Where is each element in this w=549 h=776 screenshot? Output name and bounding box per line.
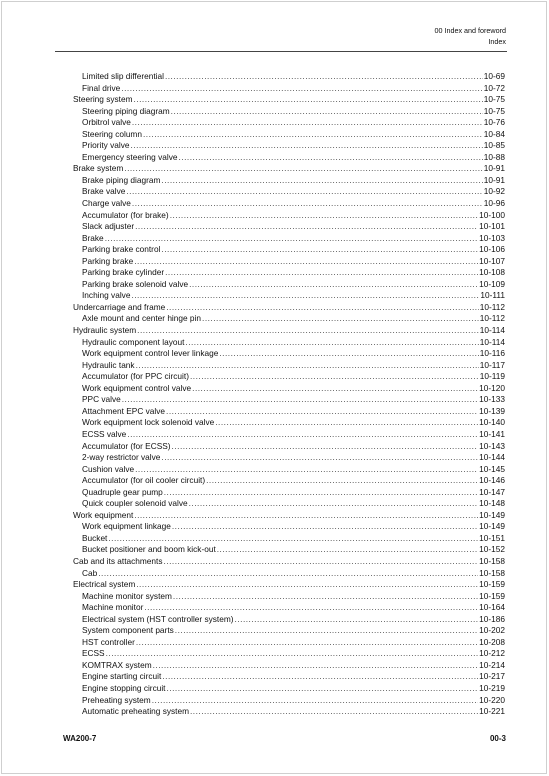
toc-entry-page: 10-219 [479,682,505,693]
toc-entry[interactable] [73,544,505,556]
dot-leader [166,683,478,695]
toc-entry[interactable] [73,348,505,360]
toc-entry-page: 10-158 [479,555,505,566]
toc-entry[interactable] [73,210,505,222]
toc-entry[interactable] [73,510,505,522]
toc-entry-title: Emergency steering valve [82,151,178,162]
dot-leader [173,591,478,603]
dot-leader [98,568,478,580]
toc-entry[interactable] [73,371,505,383]
table-of-contents [73,71,505,718]
toc-entry-page: 10-92 [483,186,505,197]
toc-entry-title: Parking brake solenoid valve [82,278,189,289]
toc-entry[interactable] [73,452,505,464]
footer-model: WA200-7 [63,734,97,743]
dot-leader [206,475,478,487]
footer-page-number: 00-3 [489,734,506,743]
toc-entry-page: 10-145 [479,463,505,474]
dot-leader [143,129,483,141]
toc-entry-title: Attachment EPC valve [82,405,166,416]
toc-entry[interactable] [73,648,505,660]
toc-entry[interactable] [73,163,505,175]
toc-entry-title: PPC valve [82,394,121,405]
toc-entry-title: Work equipment lock solenoid valve [82,417,215,428]
toc-entry[interactable] [73,94,505,106]
dot-leader [135,464,478,476]
toc-entry[interactable] [73,106,505,118]
toc-entry-title: Accumulator (for brake) [82,209,169,220]
dot-leader [192,383,478,395]
toc-entry-title: Axle mount and center hinge pin [82,313,202,324]
toc-entry-title: Steering system [73,94,133,105]
toc-entry-title: Steering column [82,128,142,139]
dot-leader [215,417,478,429]
toc-entry-title: Cab and its attachments [73,555,163,566]
dot-leader [172,521,478,533]
toc-entry-page: 10-117 [479,359,505,370]
dot-leader [124,163,483,175]
toc-entry-page: 10-108 [479,267,505,278]
toc-entry-page: 10-220 [479,694,505,705]
toc-entry[interactable] [73,660,505,672]
dot-leader [135,221,478,233]
toc-entry[interactable] [73,152,505,164]
toc-entry-title: Charge valve [82,198,131,209]
toc-entry[interactable] [73,256,505,268]
toc-entry-page: 10-133 [479,394,505,405]
toc-entry-page: 10-214 [479,659,505,670]
toc-entry-title: Brake [82,232,104,243]
toc-entry[interactable] [73,464,505,476]
toc-entry-page: 10-75 [483,94,505,105]
toc-entry-page: 10-147 [479,486,505,497]
toc-entry-title: Quick coupler solenoid valve [82,498,188,509]
dot-leader [133,94,482,106]
dot-leader [134,256,478,268]
toc-entry-page: 10-88 [483,151,505,162]
dot-leader [170,210,478,222]
toc-entry[interactable] [73,614,505,626]
toc-entry-title: Engine stopping circuit [82,682,166,693]
toc-entry[interactable] [73,417,505,429]
toc-entry-title: Brake piping diagram [82,174,161,185]
toc-entry[interactable] [73,706,505,718]
dot-leader [165,267,478,279]
dot-leader [161,175,482,187]
dot-leader [175,625,478,637]
dot-leader [166,302,479,314]
toc-entry-page: 10-186 [479,613,505,624]
toc-entry-title: Bucket [82,532,108,543]
toc-entry[interactable] [73,175,505,187]
dot-leader [131,140,483,152]
toc-entry[interactable] [73,637,505,649]
toc-entry[interactable] [73,140,505,152]
toc-entry[interactable] [73,267,505,279]
dot-leader [126,186,482,198]
toc-entry-title: ECSS valve [82,428,127,439]
toc-entry-title: ECSS [82,648,105,659]
toc-entry-title: Priority valve [82,140,130,151]
toc-entry[interactable] [73,487,505,499]
toc-entry-page: 10-120 [479,382,505,393]
toc-entry[interactable] [73,671,505,683]
toc-entry-page: 10-151 [479,532,505,543]
toc-entry-title: Parking brake cylinder [82,267,165,278]
dot-leader [217,544,478,556]
toc-entry[interactable] [73,591,505,603]
dot-leader [190,371,479,383]
dot-leader [152,695,478,707]
dot-leader [106,648,479,660]
toc-entry[interactable] [73,337,505,349]
toc-entry-title: Limited slip differential [82,71,164,81]
dot-leader [144,602,478,614]
toc-entry-page: 10-159 [479,579,505,590]
toc-entry-title: System component parts [82,625,174,636]
toc-entry-page: 10-164 [479,602,505,613]
toc-entry-page: 10-103 [479,232,505,243]
toc-entry[interactable] [73,683,505,695]
toc-entry-page: 10-96 [483,198,505,209]
toc-entry[interactable] [73,498,505,510]
dot-leader [132,117,483,129]
toc-entry-page: 10-143 [479,440,505,451]
toc-entry[interactable] [73,244,505,256]
toc-entry-title: 2-way restrictor valve [82,452,161,463]
toc-entry[interactable] [73,360,505,372]
toc-entry-title: Electrical system [73,579,136,590]
toc-entry-title: Work equipment control valve [82,382,192,393]
dot-leader [166,406,478,418]
toc-entry-page: 10-91 [483,163,505,174]
toc-entry-page: 10-158 [479,567,505,578]
dot-leader [161,244,478,256]
toc-entry[interactable] [73,83,505,95]
toc-entry-page: 10-116 [479,348,505,359]
toc-entry[interactable] [73,602,505,614]
toc-entry-page: 10-76 [483,117,505,128]
toc-entry-title: HST controller [82,636,135,647]
toc-entry-title: Inching valve [82,290,131,301]
dot-leader [108,533,478,545]
toc-entry-page: 10-112 [479,301,505,312]
dot-leader [189,279,478,291]
toc-entry-title: Accumulator (for ECSS) [82,440,171,451]
dot-leader [172,441,479,453]
toc-entry-page: 10-75 [483,105,505,116]
dot-leader [132,198,483,210]
toc-entry-title: Work equipment [73,509,134,520]
header-rule [55,51,507,52]
toc-entry[interactable] [73,533,505,545]
toc-entry-title: Preheating system [82,694,151,705]
dot-leader [189,498,479,510]
toc-entry-page: 10-148 [479,498,505,509]
toc-entry-page: 10-100 [479,209,505,220]
toc-entry-page: 10-85 [483,140,505,151]
dot-leader [136,360,479,372]
toc-entry[interactable] [73,325,505,337]
toc-entry-title: Engine starting circuit [82,671,162,682]
toc-entry[interactable] [73,394,505,406]
toc-entry-page: 10-144 [479,452,505,463]
toc-entry-page: 10-146 [479,475,505,486]
dot-leader [131,290,479,302]
toc-entry-page: 10-114 [479,325,505,336]
toc-entry[interactable] [73,406,505,418]
toc-entry-page: 10-212 [479,648,505,659]
toc-entry-title: Quadruple gear pump [82,486,163,497]
toc-entry-title: Slack adjuster [82,221,135,232]
toc-entry[interactable] [73,556,505,568]
dot-leader [137,325,479,337]
toc-entry-title: Parking brake control [82,244,161,255]
toc-entry-page: 10-69 [483,71,505,81]
toc-entry[interactable] [73,579,505,591]
toc-entry-page: 10-217 [479,671,505,682]
toc-entry[interactable] [73,198,505,210]
toc-entry-page: 10-202 [479,625,505,636]
toc-entry[interactable] [73,71,505,83]
toc-entry-title: Hydraulic component layout [82,336,185,347]
toc-entry[interactable] [73,695,505,707]
toc-entry-page: 10-208 [479,636,505,647]
toc-entry[interactable] [73,521,505,533]
toc-entry[interactable] [73,279,505,291]
toc-entry-title: Brake valve [82,186,126,197]
toc-entry-title: Steering piping diagram [82,105,170,116]
toc-entry-page: 10-141 [479,428,505,439]
toc-entry-page: 10-112 [479,313,505,324]
dot-leader [163,556,478,568]
toc-entry-title: Parking brake [82,255,134,266]
dot-leader [153,660,479,672]
toc-entry[interactable] [73,625,505,637]
toc-entry[interactable] [73,221,505,233]
toc-entry[interactable] [73,568,505,580]
toc-entry[interactable] [73,233,505,245]
toc-entry-page: 10-101 [479,221,505,232]
dot-leader [136,637,478,649]
toc-entry-page: 10-149 [479,521,505,532]
toc-entry-title: Electrical system (HST controller system) [82,613,234,624]
toc-entry-page: 10-139 [479,405,505,416]
header-subtitle: Index [488,37,506,46]
toc-entry-page: 10-91 [483,174,505,185]
toc-entry-title: Final drive [82,82,121,93]
dot-leader [105,233,478,245]
toc-entry[interactable] [73,117,505,129]
toc-entry-title: Work equipment control lever linkage [82,348,219,359]
toc-entry-title: Machine monitor system [82,590,172,601]
dot-leader [127,429,478,441]
dot-leader [164,487,478,499]
dot-leader [122,394,478,406]
toc-entry-page: 10-152 [479,544,505,555]
dot-leader [202,313,479,325]
toc-entry-page: 10-221 [479,706,505,717]
toc-entry-title: Orbitrol valve [82,117,131,128]
toc-entry-title: Brake system [73,163,124,174]
running-header [434,25,506,47]
toc-entry-title: Cushion valve [82,463,135,474]
dot-leader [235,614,479,626]
toc-entry[interactable] [73,429,505,441]
toc-entry-page: 10-149 [479,509,505,520]
toc-entry-title: Hydraulic tank [82,359,135,370]
toc-entry-title: Accumulator (for PPC circuit) [82,371,189,382]
toc-entry-page: 10-106 [479,244,505,255]
toc-entry-page: 10-72 [483,82,505,93]
toc-entry[interactable] [73,383,505,395]
toc-entry[interactable] [73,129,505,141]
toc-entry-page: 10-107 [479,255,505,266]
dot-leader [161,452,478,464]
dot-leader [219,348,478,360]
toc-entry-page: 10-111 [480,290,505,301]
toc-entry-page: 10-109 [479,278,505,289]
toc-entry-page: 10-140 [479,417,505,428]
toc-entry-title: Cab [82,567,98,578]
toc-entry-title: Undercarriage and frame [73,301,166,312]
toc-entry-title: Work equipment linkage [82,521,171,532]
toc-entry[interactable] [73,186,505,198]
toc-entry-page: 10-114 [479,336,505,347]
toc-entry-page: 10-84 [483,128,505,139]
toc-entry[interactable] [73,290,505,302]
dot-leader [162,671,478,683]
toc-entry-title: Automatic preheating system [82,706,189,717]
dot-leader [134,510,478,522]
dot-leader [190,706,478,718]
dot-leader [178,152,482,164]
toc-entry-page: 10-159 [479,590,505,601]
toc-entry-title: KOMTRAX system [82,659,152,670]
toc-entry-title: Hydraulic system [73,325,137,336]
dot-leader [121,83,482,95]
toc-entry[interactable] [73,441,505,453]
toc-entry-title: Bucket positioner and boom kick-out [82,544,216,555]
toc-entry-page: 10-119 [479,371,505,382]
dot-leader [136,579,478,591]
toc-entry-title: Accumulator (for oil cooler circuit) [82,475,206,486]
dot-leader [171,106,483,118]
toc-entry[interactable] [73,475,505,487]
header-section-title: 00 Index and foreword [434,26,506,35]
dot-leader [185,337,478,349]
toc-entry[interactable] [73,302,505,314]
toc-entry[interactable] [73,313,505,325]
toc-entry-title: Machine monitor [82,602,144,613]
dot-leader [165,71,483,83]
